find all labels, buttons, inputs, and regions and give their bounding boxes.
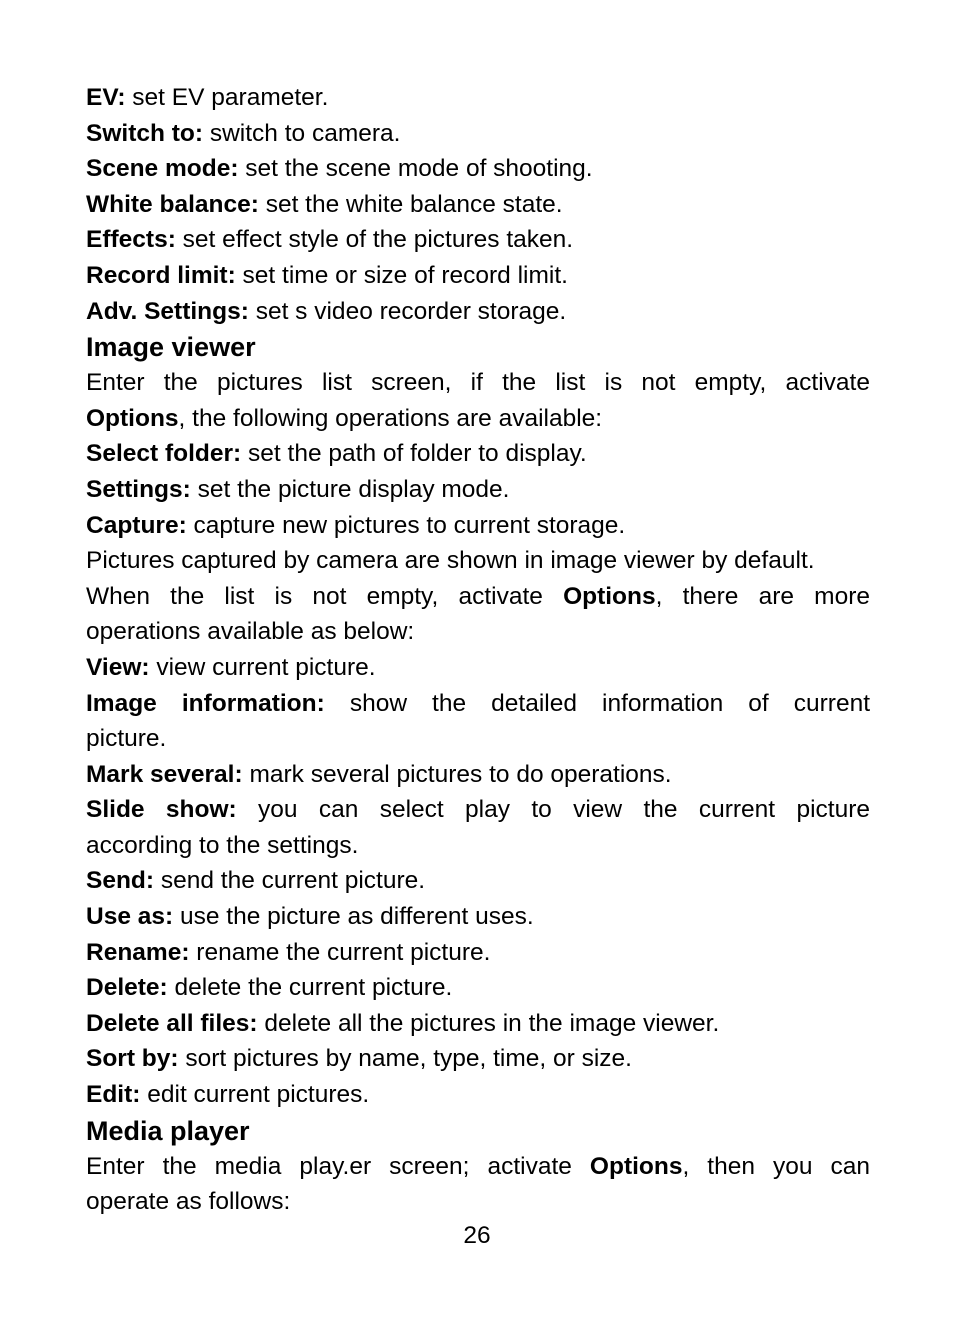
paragraph-line-1: Pictures captured by camera are shown in image viewer by default.: [86, 547, 815, 575]
option-desc: delete the current picture.: [167, 974, 453, 1002]
option-use-as: [86, 899, 870, 935]
image-viewer-intro-line-2: [86, 401, 870, 437]
option-desc: set s video recorder storage.: [248, 297, 567, 325]
option-desc: sort pictures by name, type, time, or size.: [178, 1045, 632, 1073]
option-desc: view current picture.: [149, 653, 376, 681]
paragraph-text: Enter the media play.er screen; activate: [86, 1152, 590, 1180]
option-term: Record limit:: [86, 261, 236, 289]
option-image-information-cont: picture.: [86, 725, 167, 753]
option-capture: [86, 508, 870, 544]
option-view: [86, 650, 870, 686]
option-record-limit: [86, 258, 870, 294]
option-desc: show the detailed information of current: [324, 689, 870, 717]
option-desc: set EV parameter.: [125, 84, 329, 111]
options-keyword: Options: [589, 1152, 683, 1180]
option-term: Rename:: [86, 938, 190, 966]
option-desc: set the path of folder to display.: [241, 440, 587, 468]
options-keyword: Options: [563, 582, 656, 610]
option-desc: delete all the pictures in the image viewer.: [257, 1009, 720, 1037]
option-term: White balance:: [86, 190, 259, 218]
option-term: Slide show:: [86, 796, 237, 824]
option-term: Delete:: [86, 974, 168, 1002]
option-sort-by: [86, 1041, 870, 1077]
paragraph-text: When the list is not empty, activate: [86, 582, 564, 610]
paragraph-text: , there are more: [655, 582, 870, 610]
image-viewer-intro-line-1: Enter the pictures list screen, if the list is not empty, activate: [86, 369, 870, 397]
option-effects: [86, 222, 870, 258]
option-desc: send the current picture.: [154, 867, 426, 895]
option-switch-to: [86, 116, 870, 152]
option-term: Capture:: [86, 511, 187, 539]
option-adv-settings: [86, 294, 870, 330]
option-ev: [86, 80, 870, 116]
option-slide-show-cont: according to the settings.: [86, 831, 359, 859]
option-term: View:: [86, 653, 150, 681]
media-player-line-2: operate as follows:: [86, 1188, 291, 1216]
option-desc: edit current pictures.: [140, 1081, 370, 1109]
option-term: Scene mode:: [86, 155, 239, 183]
option-select-folder: [86, 436, 870, 472]
option-term: Edit:: [86, 1081, 141, 1109]
option-desc: set the white balance state.: [258, 190, 563, 218]
option-term: Send:: [86, 867, 155, 895]
option-settings: [86, 472, 870, 508]
option-desc: set effect style of the pictures taken.: [175, 226, 574, 254]
option-mark-several: [86, 757, 870, 793]
option-desc: set the picture display mode.: [190, 475, 510, 503]
paragraph-line-3: operations available as below:: [86, 618, 415, 646]
option-white-balance: [86, 187, 870, 223]
option-term: Effects:: [86, 226, 176, 254]
option-delete: [86, 970, 870, 1006]
option-desc: mark several pictures to do operations.: [242, 760, 672, 788]
option-term: Select folder:: [86, 440, 242, 468]
option-desc: set the scene mode of shooting.: [238, 155, 593, 183]
option-delete-all-files: [86, 1006, 870, 1042]
option-slide-show: [86, 792, 870, 828]
paragraph-text: , then you can: [682, 1152, 870, 1180]
option-scene-mode: [86, 151, 870, 187]
option-term: Switch to:: [86, 119, 204, 147]
section-heading-media-player: Media player: [86, 1115, 250, 1146]
option-edit: [86, 1077, 870, 1113]
page-number: 26: [463, 1222, 491, 1249]
paragraph-line-2: [86, 579, 870, 615]
media-player-line-1: [86, 1149, 870, 1185]
option-term: Delete all files:: [86, 1009, 258, 1037]
option-term: Sort by:: [86, 1045, 179, 1073]
option-desc: set time or size of record limit.: [235, 261, 568, 289]
document-page: [86, 80, 870, 1220]
option-term: Settings:: [86, 475, 191, 503]
option-desc: rename the current picture.: [189, 938, 491, 966]
option-term: Image information:: [86, 689, 325, 717]
option-desc: you can select play to view the current picture: [236, 796, 870, 824]
option-desc: capture new pictures to current storage.: [186, 511, 626, 539]
option-desc: use the picture as different uses.: [173, 903, 534, 931]
option-term: Use as:: [86, 903, 174, 931]
intro-text: , the following operations are available:: [178, 404, 603, 432]
option-desc: switch to camera.: [203, 119, 401, 147]
options-keyword: Options: [86, 404, 179, 432]
option-image-information: [86, 686, 870, 722]
option-send: [86, 863, 870, 899]
section-heading-image-viewer: Image viewer: [86, 332, 256, 363]
option-term: Adv. Settings:: [86, 297, 249, 325]
option-term: Mark several:: [86, 760, 243, 788]
option-rename: [86, 935, 870, 971]
option-term: EV:: [86, 84, 126, 111]
